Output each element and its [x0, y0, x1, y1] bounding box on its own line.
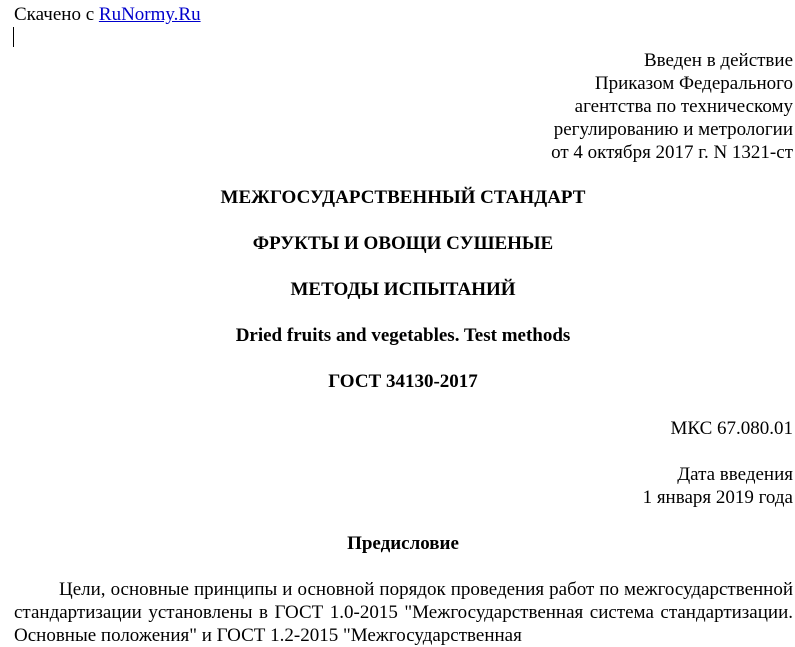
- document-title: ФРУКТЫ И ОВОЩИ СУШЕНЫЕ: [252, 233, 554, 254]
- introduction-date-label: Дата введения: [677, 464, 793, 485]
- source-prefix: Скачено с: [14, 4, 99, 25]
- document-subtitle: МЕТОДЫ ИСПЫТАНИЙ: [290, 279, 516, 300]
- approval-line: от 4 октября 2017 г. N 1321-ст: [551, 142, 793, 163]
- foreword-heading: Предисловие: [347, 533, 459, 554]
- english-title: Dried fruits and vegetables. Test methods: [235, 325, 571, 346]
- standard-type-heading: МЕЖГОСУДАРСТВЕННЫЙ СТАНДАРТ: [220, 187, 586, 208]
- introduction-date-block: [643, 463, 793, 509]
- introduction-date-value: 1 января 2019 года: [642, 487, 793, 508]
- source-link[interactable]: RuNormy.Ru: [98, 4, 201, 25]
- text-cursor: [13, 27, 14, 47]
- approval-line: агентства по техническому: [574, 96, 793, 117]
- mks-code: МКС 67.080.01: [670, 418, 793, 439]
- approval-line: Введен в действие: [643, 50, 793, 71]
- approval-block: [551, 49, 793, 164]
- approval-line: регулированию и метрологии: [553, 119, 793, 140]
- foreword-paragraph: Цели, основные принципы и основной порядок проведения работ по межгосударственной стандартизации установлены в ГОСТ 1.0-2015 "Межгосударственная система стандартизации. Основные положения" и ГОСТ 1.2-2015 "Межгосударственная: [14, 579, 793, 646]
- approval-line: Приказом Федерального: [594, 73, 793, 94]
- source-line: [14, 4, 201, 26]
- standard-code: ГОСТ 34130-2017: [328, 371, 478, 392]
